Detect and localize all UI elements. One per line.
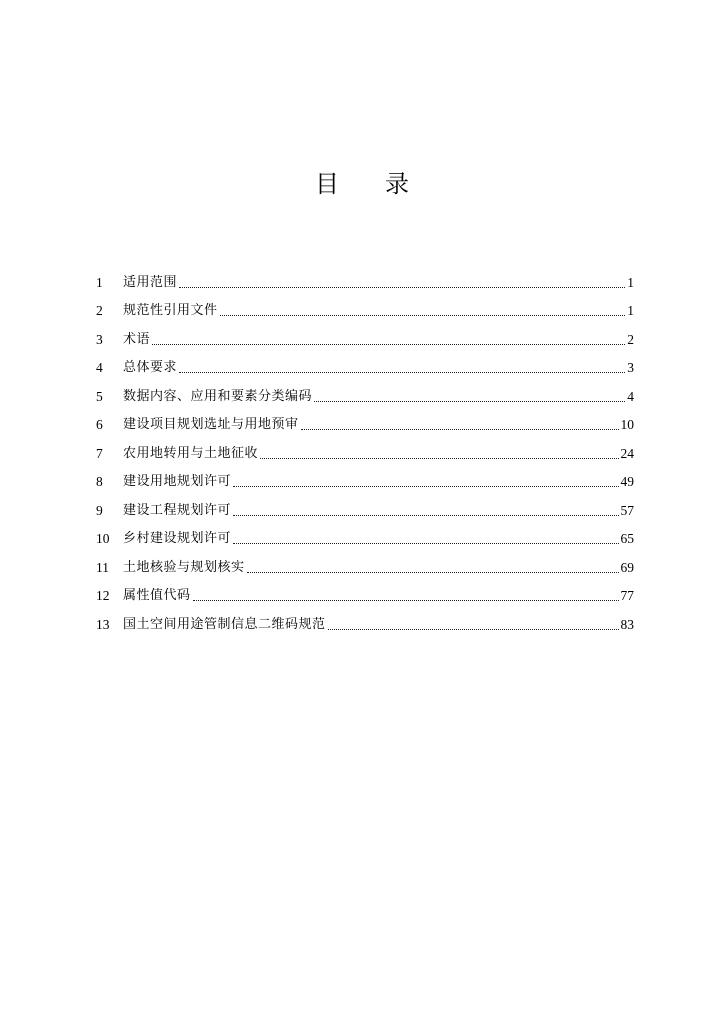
toc-dot-leader bbox=[328, 629, 619, 630]
toc-dot-leader bbox=[179, 372, 625, 373]
toc-entry[interactable] bbox=[96, 576, 634, 605]
toc-entry-number: 1 bbox=[96, 274, 103, 290]
toc-entry-label: 农用地转用与土地征收 bbox=[123, 445, 259, 461]
toc-entry-number: 2 bbox=[96, 303, 103, 318]
toc-entry-number: 4 bbox=[96, 360, 103, 375]
toc-entry[interactable] bbox=[96, 490, 634, 519]
toc-entry-number: 9 bbox=[96, 502, 103, 518]
toc-entry-label: 乡村建设规划许可 bbox=[123, 531, 232, 546]
toc-entry-label: 建设项目规划选址与用地预审 bbox=[123, 417, 299, 432]
toc-entry-label: 规范性引用文件 bbox=[123, 303, 218, 318]
toc-entry-page: 2 bbox=[627, 331, 634, 347]
toc-entry-page: 77 bbox=[620, 588, 634, 603]
toc-entry[interactable] bbox=[96, 348, 634, 377]
toc-entry-label: 属性值代码 bbox=[123, 588, 191, 603]
toc-dot-leader bbox=[247, 572, 619, 573]
toc-entry-label: 术语 bbox=[123, 331, 151, 347]
toc-entry-label: 国土空间用途管制信息二维码规范 bbox=[123, 616, 326, 632]
toc-entry-label: 适用范围 bbox=[123, 274, 178, 290]
toc-entry-number: 13 bbox=[96, 616, 110, 632]
page-title-char-1: 目 bbox=[315, 170, 339, 198]
toc-entry[interactable] bbox=[96, 405, 634, 434]
toc-entry-number: 10 bbox=[96, 531, 110, 546]
toc-entry-label: 数据内容、应用和要素分类编码 bbox=[123, 388, 313, 404]
toc-dot-leader bbox=[233, 543, 618, 544]
toc-entry[interactable] bbox=[96, 319, 634, 348]
toc-dot-leader bbox=[233, 515, 618, 516]
toc-entry-number: 11 bbox=[96, 559, 109, 575]
table-of-contents bbox=[96, 262, 634, 633]
toc-entry[interactable] bbox=[96, 262, 634, 291]
toc-entry-number: 6 bbox=[96, 417, 103, 432]
toc-entry-page: 24 bbox=[620, 445, 634, 461]
toc-dot-leader bbox=[193, 600, 619, 601]
toc-dot-leader bbox=[152, 344, 625, 345]
toc-entry[interactable] bbox=[96, 547, 634, 576]
toc-entry-page: 10 bbox=[620, 417, 634, 432]
toc-entry-label: 建设工程规划许可 bbox=[123, 502, 232, 518]
toc-dot-leader bbox=[301, 429, 619, 430]
page-title-char-2: 录 bbox=[385, 170, 409, 198]
toc-dot-leader bbox=[233, 486, 618, 487]
toc-entry-page: 83 bbox=[620, 616, 634, 632]
toc-entry-label: 建设用地规划许可 bbox=[123, 474, 232, 489]
toc-entry[interactable] bbox=[96, 604, 634, 633]
toc-entry-page: 65 bbox=[620, 531, 634, 546]
toc-dot-leader bbox=[314, 401, 625, 402]
toc-entry-page: 49 bbox=[620, 474, 634, 489]
toc-entry-page: 1 bbox=[627, 303, 634, 318]
toc-entry-page: 57 bbox=[620, 502, 634, 518]
toc-entry-label: 总体要求 bbox=[123, 360, 178, 375]
toc-entry[interactable] bbox=[96, 519, 634, 548]
toc-entry-number: 3 bbox=[96, 331, 103, 347]
toc-entry-page: 4 bbox=[627, 388, 634, 404]
toc-entry-page: 1 bbox=[627, 274, 634, 290]
toc-entry-number: 12 bbox=[96, 588, 110, 603]
toc-dot-leader bbox=[260, 458, 618, 459]
toc-entry[interactable] bbox=[96, 433, 634, 462]
toc-dot-leader bbox=[220, 315, 626, 316]
toc-entry-number: 7 bbox=[96, 445, 103, 461]
toc-entry-page: 69 bbox=[620, 559, 634, 575]
toc-entry[interactable] bbox=[96, 462, 634, 491]
toc-entry[interactable] bbox=[96, 376, 634, 405]
page-title bbox=[0, 168, 724, 200]
toc-entry-number: 8 bbox=[96, 474, 103, 489]
toc-entry-number: 5 bbox=[96, 388, 103, 404]
toc-entry-label: 土地核验与规划核实 bbox=[123, 559, 245, 575]
toc-entry-page: 3 bbox=[627, 360, 634, 375]
toc-entry[interactable] bbox=[96, 291, 634, 320]
toc-dot-leader bbox=[179, 287, 625, 288]
